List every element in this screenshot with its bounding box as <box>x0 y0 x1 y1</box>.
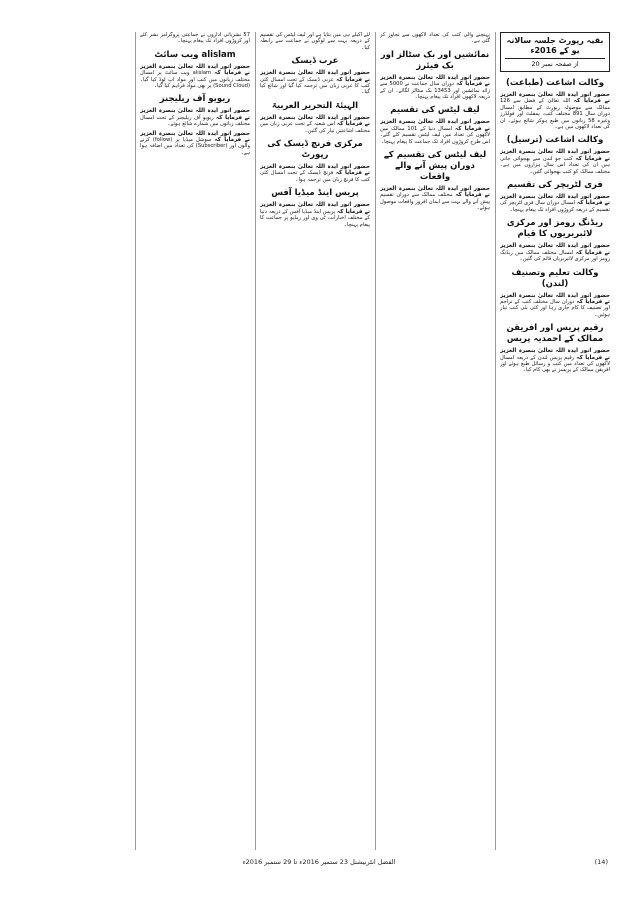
section-heading: لیف لیٹس کی تقسیم <box>390 105 480 116</box>
paragraph <box>500 92 610 130</box>
body-text: عربی ڈیسک کے تحت امسال کئی کتب کا عربی زبان میں ترجمہ کیا گیا اور شائع کیا گیا۔ <box>260 76 370 96</box>
section-heading: پریس اینڈ میڈیا آفس <box>271 188 359 199</box>
newspaper-page <box>30 32 610 850</box>
section-heading: فری لٹریچر کی تقسیم <box>507 180 603 191</box>
paragraph <box>140 64 250 90</box>
section-heading: alislam ویب سائٹ <box>154 49 236 60</box>
section-heading: ریویو آف ریلیجنز <box>159 94 231 105</box>
lead-text: حضور انور ایدہ اللہ تعالیٰ بنصرہ العزیز نے فرمایا کہ <box>260 202 370 215</box>
section-heading: رقیم پریس اور افریقن ممالک کے احمدیہ پریس <box>506 323 604 345</box>
column-2 <box>380 32 490 850</box>
header-subtitle: از صفحہ نمبر 20 <box>505 58 605 68</box>
lead-text: حضور انور ایدہ اللہ تعالیٰ بنصرہ العزیز نے فرمایا کہ <box>500 292 610 305</box>
section-heading: نمائشیں اور بک سٹالز اور بک فیئرز <box>380 49 490 71</box>
body-text: کتب جو لندن سے بھجوائی جاتی ہیں ان کی تعداد اس سال ہزاروں میں ہے۔ مختلف ممالک کو کتب بھجوائی گئیں۔ <box>500 155 610 175</box>
lead-text: حضور انور ایدہ اللہ تعالیٰ بنصرہ العزیز نے فرمایا کہ <box>260 70 370 83</box>
section-heading: وکالت اشاعت (ترسیل) <box>506 135 604 146</box>
body-text: دوران سال جماعت نے 5000 سے زائد نمائشیں اور 13453 بک سٹالز لگائے۔ ان کے ذریعہ لاکھوں افراد تک پیغام پہنچا۔ <box>380 81 490 101</box>
section-heading: الہیئۃ التحریر العربیۃ <box>271 100 359 111</box>
column-divider <box>255 32 256 850</box>
column-3 <box>260 32 370 850</box>
paragraph <box>260 164 370 183</box>
lead-text: حضور انور ایدہ اللہ تعالیٰ بنصرہ العزیز نے فرمایا کہ <box>500 348 610 361</box>
lead-text: حضور انور ایدہ اللہ تعالیٰ بنصرہ العزیز نے فرمایا کہ <box>500 243 610 256</box>
paragraph <box>140 108 250 127</box>
paragraph <box>500 149 610 175</box>
paragraph: لئے آکیلے ہی میں بتایا ہے اور لیف لیٹس کی تقسیم کے ذریعہ بہت سے لوگوں نے جماعت سے رابطہ کیا۔ <box>260 32 370 51</box>
lead-text: حضور انور ایدہ اللہ تعالیٰ بنصرہ العزیز نے فرمایا کہ <box>380 119 490 132</box>
section-heading: ریڈنگ رومز اور مرکزی لائبریریوں کا قیام <box>506 218 604 240</box>
lead-text: حضور انور ایدہ اللہ تعالیٰ بنصرہ العزیز نے فرمایا کہ <box>380 74 490 88</box>
lead-text: حضور انور ایدہ اللہ تعالیٰ بنصرہ العزیز نے فرمایا کہ <box>380 186 490 199</box>
lead-text: حضور انور ایدہ اللہ تعالیٰ بنصرہ العزیز نے فرمایا کہ <box>260 164 370 177</box>
body-text: ریویو آف ریلیجنز کے تحت امسال مختلف زبانوں میں شمارے شائع ہوئے۔ <box>140 114 250 128</box>
continuation-header <box>500 32 610 72</box>
paragraph <box>500 348 610 374</box>
page-number: (14) <box>594 858 608 866</box>
lead-text: حضور انور ایدہ اللہ تعالیٰ بنصرہ العزیز نے فرمایا کہ <box>140 63 250 77</box>
lead-text: حضور انور ایدہ اللہ تعالیٰ بنصرہ العزیز نے فرمایا کہ <box>500 149 610 162</box>
column-divider <box>375 32 376 850</box>
body-text: دوران سال مختلف کتب کے تراجم اور تصنیف کا کام جاری رہا اور کئی نئی کتب تیار ہوئیں۔ <box>500 298 610 318</box>
lead-text: حضور انور ایدہ اللہ تعالیٰ بنصرہ العزیز نے فرمایا کہ <box>140 130 250 144</box>
page-footer <box>30 855 608 869</box>
column-4 <box>140 32 250 850</box>
paragraph <box>500 293 610 319</box>
paragraph <box>380 186 490 212</box>
paragraph <box>140 131 250 157</box>
body-text: اس شعبہ کے تحت عربی زبان میں مختلف اشاعتیں تیار کی گئیں۔ <box>260 121 370 134</box>
footer-text: الفضل انٹرنیشنل 23 ستمبر 2016ء تا 29 ستمبر 2016ء <box>242 858 396 866</box>
paragraph: پہنچنے والی کتب کی تعداد لاکھوں سے تجاوز کر گئی ہے۔ <box>380 32 490 45</box>
section-heading: وکالت تعلیم وتصنیف (لندن) <box>511 267 599 289</box>
header-title: بقیہ رپورٹ جلسہ سالانہ یو کے 2016ء <box>506 36 604 55</box>
body-text: اللہ تعالیٰ کے فضل سے 126 ممالک سے موصولہ رپورٹ کے مطابق امسال دوران سال 891 مختلف کتب، پمفلٹ اور فولڈرز وغیرہ 58 زبانوں میں طبع ہوکر شائع ہوئے۔ ان کی تعداد لاکھوں میں ہے۔ <box>500 98 610 131</box>
lead-text: حضور انور ایدہ اللہ تعالیٰ بنصرہ العزیز نے فرمایا کہ <box>140 108 250 121</box>
section-heading: لیف لیٹس کی تقسیم کے دوران پیش آنے والے واقعات <box>383 150 487 183</box>
section-heading: مرکزی فرنچ ڈیسک کی رپورٹ <box>267 139 363 161</box>
lead-text: حضور انور ایدہ اللہ تعالیٰ بنصرہ العزیز نے فرمایا کہ <box>500 92 610 105</box>
body-text: مختلف ممالک سے دوران تقسیم پیش آنے والے بہت سے ایمان افروز واقعات موصول ہوئے۔ <box>380 192 490 212</box>
paragraph <box>260 70 370 96</box>
section-heading: وکالت اشاعت (طباعت) <box>505 78 605 88</box>
body-text: سوشل میڈیا پر (follow) کرنے والوں اور (Subscriber) کی تعداد میں اضافہ ہوا ہے۔ <box>140 137 250 156</box>
column-divider <box>135 32 136 850</box>
body-text: رقیم پریس لندن کے ذریعہ امسال لاکھوں کی تعداد میں کتب و رسائل طبع ہوئے اور افریقن ممالک کے پریسز نے بھی کام کیا۔ <box>500 354 610 374</box>
paragraph <box>500 194 610 213</box>
paragraph <box>260 202 370 228</box>
paragraph <box>500 243 610 262</box>
lead-text: حضور انور ایدہ اللہ تعالیٰ بنصرہ العزیز نے فرمایا کہ <box>260 114 370 128</box>
body-text: امسال دوران سال فری لٹریچر کی تقسیم کے ذریعہ کروڑوں افراد تک پیغام پہنچا۔ <box>500 200 610 213</box>
column-5 <box>30 32 130 850</box>
body-text: alislam ویب سائٹ پر امسال مختلف زبانوں میں کتب اور مواد اپ لوڈ کیا گیا۔ (Sound Cloud) پر بھی مواد فراہم کیا گیا۔ <box>140 70 250 90</box>
lead-text: حضور انور ایدہ اللہ تعالیٰ بنصرہ العزیز نے فرمایا کہ <box>500 194 610 207</box>
paragraph <box>380 75 490 101</box>
body-text: امسال دنیا کے 101 ممالک میں لاکھوں کی تعداد میں لیف لیٹس تقسیم کئے گئے۔ اس طرح کروڑوں افراد تک جماعت کا پیغام پہنچا۔ <box>380 125 490 145</box>
body-text: امسال مختلف ممالک میں ریڈنگ رومز اور مرکزی لائبریریاں قائم کی گئیں۔ <box>500 249 610 263</box>
paragraph: 57 نشریاتی اداروں نے جماعتی پروگرامز نشر کئے اور کروڑوں افراد تک پیغام پہنچا۔ <box>140 32 250 45</box>
section-heading: عرب ڈیسک <box>291 56 339 67</box>
paragraph <box>380 119 490 145</box>
column-divider <box>495 32 496 850</box>
body-text: پریس اینڈ میڈیا آفس کے ذریعہ دنیا کے مختلف اخبارات، ٹی وی اور ریڈیو پر جماعت کا پیغام پہنچا۔ <box>260 208 370 228</box>
paragraph <box>260 115 370 134</box>
body-text: فرنچ ڈیسک کے تحت امسال کئی کتب کا فرنچ زبان میں ترجمہ ہوا۔ <box>260 170 370 183</box>
column-1 <box>500 32 610 850</box>
